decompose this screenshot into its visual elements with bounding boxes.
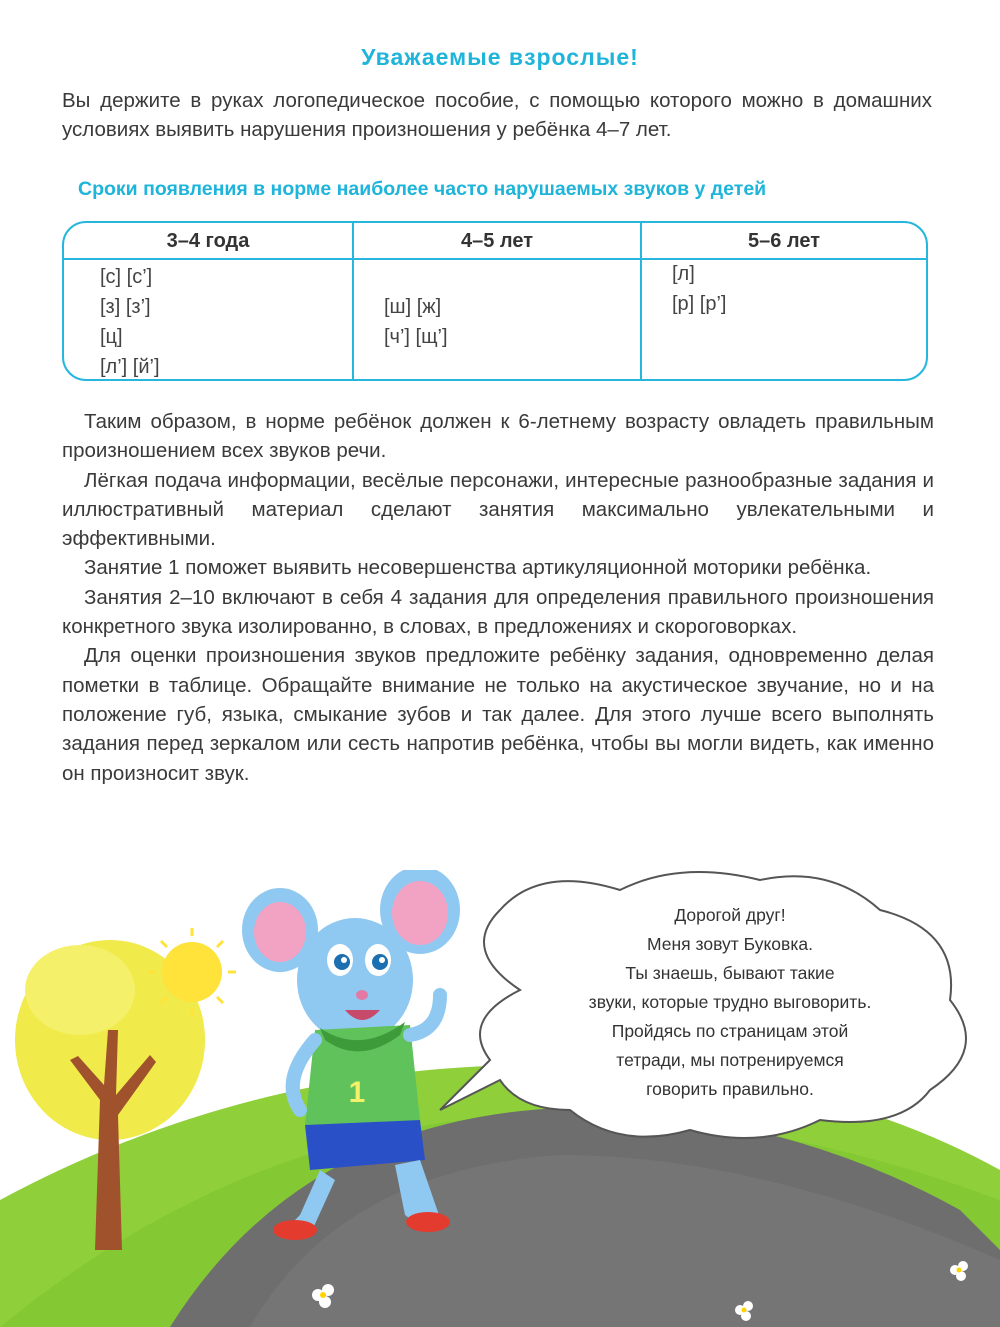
- column-header-4-5: 4–5 лет: [460, 230, 534, 252]
- bubble-line: Меня зовут Буковка.: [647, 934, 813, 954]
- shirt-number: 1: [348, 1076, 366, 1109]
- sound-group: [ц]: [100, 326, 123, 348]
- bubble-line: Дорогой друг!: [674, 905, 786, 925]
- bubble-line: говорить правильно.: [646, 1079, 814, 1099]
- sound-group: [р] [р’]: [672, 293, 727, 315]
- intro-text: Вы держите в руках логопедическое пособие, с помощью которого можно в домашних условиях выявить нарушения произношения у ребёнка 4–7 лет.: [62, 89, 932, 141]
- sound-group: [з] [з’]: [100, 296, 151, 318]
- sound-group: [ч’] [щ’]: [384, 326, 448, 348]
- bubble-line: Ты знаешь, бывают такие: [625, 963, 835, 983]
- speech-bubble-text: [560, 901, 900, 1104]
- sound-group: [с] [с’]: [100, 266, 153, 288]
- sound-group: [л’] [й’]: [100, 356, 160, 378]
- bubble-line: тетради, мы потренируемся: [616, 1050, 844, 1070]
- column-divider: [640, 223, 642, 379]
- column-header-3-4: 3–4 года: [166, 230, 250, 252]
- column-sounds-3-4: [100, 262, 160, 381]
- sound-group: [ш] [ж]: [384, 296, 442, 318]
- sound-norms-table: [62, 221, 928, 381]
- table-caption: Сроки появления в норме наиболее часто нарушаемых звуков у детей: [78, 178, 767, 200]
- sound-group: [л]: [672, 263, 695, 285]
- bubble-line: звуки, которые трудно выговорить.: [588, 992, 872, 1012]
- paragraph: Лёгкая подача информации, весёлые персонажи, интересные разнообразные задания и иллюстративный материал сделают занятия максимально увлекательными и эффективными.: [62, 468, 934, 551]
- paragraph: Для оценки произношения звуков предложите ребёнку задания, одновременно делая пометки в таблице. Обращайте внимание не только на акустическое звучание, но и на положение губ, языка, смыкание зубов и так далее. Для этого лучше всего выполнять задания перед зеркалом или сесть напротив ребёнка, чтобы вы могли видеть, как именно он произносит звук.: [62, 644, 934, 785]
- paragraph: Занятия 2–10 включают в себя 4 задания для определения правильного произношения конкретного звука изолированно, в словах, в предложениях и скороговорках.: [62, 585, 934, 639]
- column-sounds-5-6: [672, 259, 726, 319]
- paragraph: Таким образом, в норме ребёнок должен к 6-летнему возрасту овладеть правильным произношением всех звуков речи.: [62, 410, 934, 463]
- paragraph: Занятие 1 поможет выявить несовершенства артикуляционной моторики ребёнка.: [84, 556, 872, 580]
- bubble-line: Пройдясь по страницам этой: [611, 1021, 849, 1041]
- column-divider: [352, 223, 354, 379]
- column-sounds-4-5: [384, 292, 448, 352]
- column-header-5-6: 5–6 лет: [747, 230, 821, 252]
- table-header-row: [64, 223, 926, 260]
- page-title: Уважаемые взрослые!: [361, 44, 639, 70]
- body-text: [62, 407, 934, 788]
